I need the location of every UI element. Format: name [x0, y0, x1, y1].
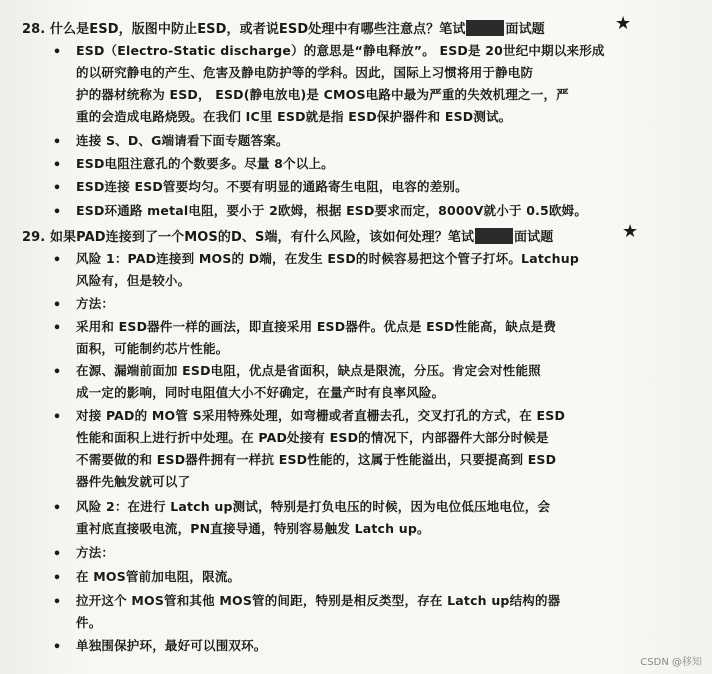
- bullet: •: [52, 298, 62, 313]
- bullet: •: [52, 501, 62, 516]
- bullet: •: [52, 595, 62, 610]
- question-28-heading: 28. 什么是ESD，版图中防止ESD，或者说ESD处理中有哪些注意点？笔试 面试题: [22, 22, 545, 37]
- bullet: •: [52, 135, 62, 150]
- q29-paragraph-8: 在 MOS管前加电阻，限流。: [76, 569, 241, 584]
- bullet: •: [52, 640, 62, 655]
- bullet: •: [52, 253, 62, 268]
- question-29-heading: 29. 如果PAD连接到了一个MOS的D、S端，有什么风险，该如何处理？笔试 面试题: [22, 230, 554, 245]
- bullet: •: [52, 45, 62, 60]
- bullet: •: [52, 571, 62, 586]
- bullet: •: [52, 205, 62, 220]
- star-icon: ★: [622, 221, 639, 242]
- q28-paragraph-1: ESD（Electro-Static discharge）的意思是“静电释放”。 ESD是 20世纪中期以来形成 的以研究静电的产生、危害及静电防护等的学科。因此，国际上习惯将用于静电防 护的器材统称为 ESD， ESD(静电放电)是 CMOS电路中最为严重的失效机理之一，严 重的会造成电路烧毁。在我们 IC里 ESD就是指 ESD保护器件和 ESD测试。: [76, 43, 605, 124]
- q29-paragraph-5: 对接 PAD的 MO管 S采用特殊处理，如弯栅或者直栅去孔，交叉打孔的方式，在 ESD 性能和面积上进行折中处理。在 PAD处接有 ESD的情况下，内部器件大部分时候是 不需要做的和 ESD器件拥有一样抗 ESD性能的，这属于性能溢出，只要提高到 ESD 器件先触发就可以了: [76, 408, 566, 489]
- q29-paragraph-7: 方法：: [76, 545, 115, 560]
- q28-paragraph-4: ESD连接 ESD管要均匀。不要有明显的通路寄生电阻，电容的差别。: [76, 179, 468, 194]
- redaction-box: [475, 228, 513, 244]
- bullet: •: [52, 547, 62, 562]
- q29-paragraph-10: 单独围保护环，最好可以围双环。: [76, 638, 267, 653]
- q29-paragraph-2: 方法：: [76, 296, 115, 311]
- q29-paragraph-9: 拉开这个 MOS管和其他 MOS管的间距，特别是相反类型，存在 Latch up结构的器 件。: [76, 593, 561, 630]
- bullet: •: [52, 410, 62, 425]
- watermark: CSDN @移知: [640, 657, 702, 668]
- q28-paragraph-2: 连接 S、D、G端请看下面专题答案。: [76, 133, 289, 148]
- q29-paragraph-6: 风险 2：在进行 Latch up测试，特别是打负电压的时候，因为电位低压地电位，会 重衬底直接吸电流，PN直接导通，特别容易触发 Latch up。: [76, 499, 551, 536]
- bullet: •: [52, 181, 62, 196]
- redaction-box: [466, 20, 504, 36]
- q28-paragraph-3: ESD电阻注意孔的个数要多。尽量 8个以上。: [76, 156, 334, 171]
- star-icon: ★: [615, 13, 632, 34]
- q29-paragraph-3: 采用和 ESD器件一样的画法，即直接采用 ESD器件。优点是 ESD性能高，缺点是费 面积，可能制约芯片性能。: [76, 319, 557, 356]
- bullet: •: [52, 365, 62, 380]
- bullet: •: [52, 321, 62, 336]
- q29-paragraph-1: 风险 1：PAD连接到 MOS的 D端，在发生 ESD的时候容易把这个管子打坏。Latchup 风险有，但是较小。: [76, 251, 579, 288]
- q29-paragraph-4: 在源、漏端前面加 ESD电阻，优点是省面积，缺点是限流，分压。肯定会对性能照 成一定的影响，同时电阻值大小不好确定，在量产时有良率风险。: [76, 363, 541, 400]
- bullet: •: [52, 158, 62, 173]
- q28-paragraph-5: ESD环通路 metal电阻，要小于 2欧姆，根据 ESD要求而定，8000V就小于 0.5欧姆。: [76, 203, 588, 218]
